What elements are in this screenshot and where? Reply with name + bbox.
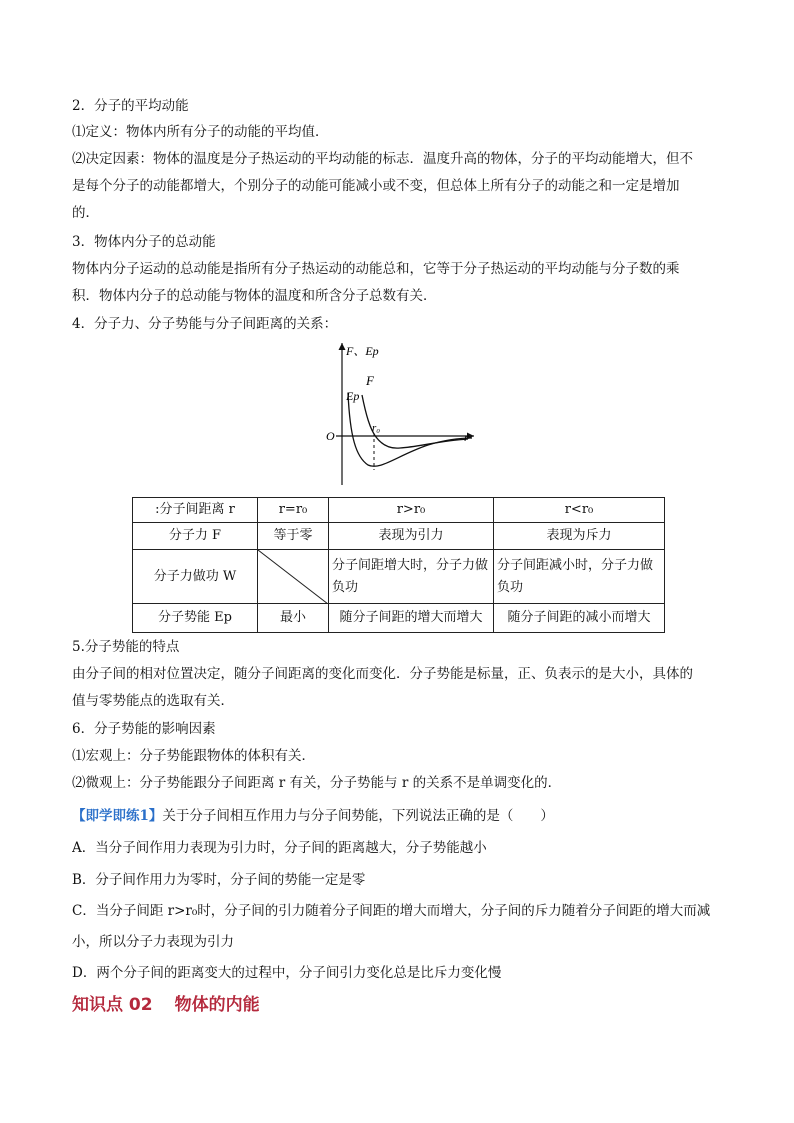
x-axis-label: r: [464, 430, 469, 444]
section-title: 物体的内能: [174, 995, 260, 1015]
table-cell: 等于零: [258, 523, 329, 550]
option-c-line-1: C．当分子间距 r>r₀时，分子间的引力随着分子间距的增大而增大，分子间的斥力随着分子间距的增大而减: [72, 903, 711, 919]
option-b: B．分子间作用力为零时，分子间的势能一定是零: [72, 872, 366, 888]
relation-table: [132, 497, 665, 633]
table-cell: r=r₀: [258, 498, 329, 523]
table-cell: 随分子间距的减小而增大: [494, 604, 665, 633]
table-row: [133, 523, 665, 550]
table-cell: [329, 550, 494, 604]
table-cell-text: 负功: [497, 579, 524, 595]
table-cell: :分子间距离 r: [133, 498, 258, 523]
table-cell: 表现为斥力: [494, 523, 665, 550]
table-cell: 随分子间距的增大而增大: [329, 604, 494, 633]
question-text: 关于分子间相互作用力与分子间势能，下列说法正确的是（ ）: [162, 808, 554, 824]
heading-potential-features: 5.分子势能的特点: [72, 639, 180, 655]
table-cell: r>r₀: [329, 498, 494, 523]
definition-line: ⑴定义：物体内所有分子的动能的平均值．: [72, 124, 329, 140]
diagonal-line: [258, 550, 328, 604]
section-number: 知识点 02: [72, 995, 153, 1015]
table-row: [133, 498, 665, 523]
determining-factor-line-1: ⑵决定因素：物体的温度是分子热运动的平均动能的标志．温度升高的物体，分子的平均动能增大，但不: [72, 151, 693, 167]
determining-factor-line-3: 的．: [72, 205, 99, 221]
option-a: A．当分子间作用力表现为引力时，分子间的距离越大，分子势能越小: [72, 840, 487, 856]
table-cell: [494, 550, 665, 604]
practice-tag: 【即学即练1】: [72, 808, 163, 824]
micro-factor-line: ⑵微观上：分子势能跟分子间距离 r 有关，分子势能与 r 的关系不是单调变化的．: [72, 775, 562, 791]
table-cell: 表现为引力: [329, 523, 494, 550]
force-potential-diagram: [318, 337, 488, 487]
table-cell: 分子势能 Ep: [133, 604, 258, 633]
total-kinetic-line-1: 物体内分子运动的总动能是指所有分子热运动的动能总和，它等于分子热运动的平均动能与分子数的乘: [72, 261, 680, 277]
ep-curve-label: Ep: [346, 389, 360, 403]
total-kinetic-line-2: 积．物体内分子的总动能与物体的温度和所含分子总数有关．: [72, 288, 437, 304]
heading-potential-factors: 6．分子势能的影响因素: [72, 721, 216, 737]
heading-force-potential-relation: 4．分子力、分子势能与分子间距离的关系：: [72, 316, 338, 332]
section-heading: [72, 990, 260, 1015]
option-c-line-2: 小，所以分子力表现为引力: [72, 934, 234, 950]
table-row: [133, 604, 665, 633]
macro-factor-line: ⑴宏观上：分子势能跟物体的体积有关．: [72, 748, 315, 764]
table-cell-text: 分子间距减小时，分子力做: [497, 557, 654, 573]
table-cell: 分子力做功 W: [133, 550, 258, 604]
f-curve-label: F: [366, 373, 374, 388]
option-d: D．两个分子间的距离变大的过程中，分子间引力变化总是比斥力变化慢: [72, 965, 502, 981]
r0-label: r₀: [372, 422, 381, 434]
table-cell-text: 负功: [332, 579, 359, 595]
table-cell-diagonal: [258, 550, 329, 604]
table-cell-text: 分子间距增大时，分子力做: [332, 557, 489, 573]
table-cell: 最小: [258, 604, 329, 633]
table-row: [133, 550, 665, 604]
table-cell: r<r₀: [494, 498, 665, 523]
y-axis-label: F、Ep: [346, 344, 379, 358]
heading-average-kinetic-energy: 2．分子的平均动能: [72, 98, 189, 114]
potential-features-line-2: 值与零势能点的选取有关．: [72, 693, 234, 709]
determining-factor-line-2: 是每个分子的动能都增大，个别分子的动能可能减小或不变，但总体上所有分子的动能之和一定是增加: [72, 178, 680, 194]
ep-curve: [348, 393, 472, 466]
table-cell: 分子力 F: [133, 523, 258, 550]
heading-total-kinetic-energy: 3．物体内分子的总动能: [72, 234, 216, 250]
origin-label: O: [326, 429, 335, 443]
practice-question: [72, 804, 727, 828]
potential-features-line-1: 由分子间的相对位置决定，随分子间距离的变化而变化．分子势能是标量，正、负表示的是大小，具体的: [72, 666, 693, 682]
